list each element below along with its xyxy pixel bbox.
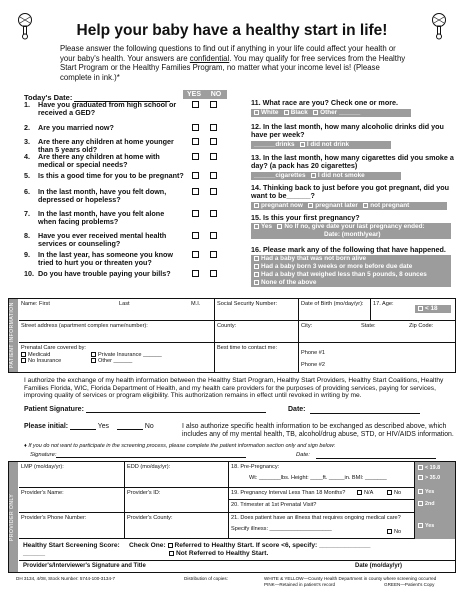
bmi-boxes: < 19.8 > 35.0: [415, 462, 455, 488]
ssn-field[interactable]: Social Security Number:: [215, 299, 299, 321]
q20-second-box: 2nd: [415, 500, 455, 513]
no-checkbox[interactable]: [210, 270, 217, 277]
q19-yes-box: Yes: [415, 488, 455, 500]
yes-checkbox[interactable]: [192, 210, 199, 217]
provider-section: [8, 461, 456, 573]
q14: 14. Thinking back to just before you got pregnant, did you want to be______? pregnant now pregnant later not pregnant: [251, 183, 450, 209]
yes-checkbox[interactable]: [192, 172, 199, 179]
patient-signature-row: Patient Signature: Date:: [24, 406, 454, 413]
q19-no-checkbox[interactable]: [387, 490, 392, 495]
question-text: Do you have trouble paying your bills?: [38, 269, 171, 278]
edd-field[interactable]: EDD (mo/day/yr):: [125, 462, 229, 488]
not-referred-checkbox[interactable]: [169, 551, 174, 556]
yes-checkbox[interactable]: [192, 153, 199, 160]
patient-date-field[interactable]: [310, 406, 420, 414]
no-checkbox[interactable]: [210, 124, 217, 131]
interviewer-signature-row[interactable]: Provider's/Interviewer's Signature and Title Date (mo/day/yr): [19, 560, 455, 572]
street-field[interactable]: Street address (apartment complex name/number):: [19, 321, 215, 343]
question-1: [24, 101, 230, 117]
todays-date-row: Today's Date:: [24, 93, 170, 102]
question-number: 1.: [24, 100, 30, 109]
q19-na-checkbox[interactable]: [357, 490, 362, 495]
question-text: In the last year, has someone you know tried to hurt you or threaten you?: [38, 250, 174, 268]
no-checkbox[interactable]: [210, 232, 217, 239]
q21-no-checkbox[interactable]: [387, 529, 392, 534]
intro-text: Please answer the following questions to find out if anything in your life could affect your health or your baby's health. Your answers are confidential. You may qualify for free services from the Healthy Start Program or the Healthy Families Program, no matter what your income level is! (Please complete in ink.)*: [60, 44, 406, 82]
prepregnancy-field[interactable]: 18. Pre-Pregnancy: Wt: _______lbs. Height: ____ft. _____in. BMI: _______: [229, 462, 415, 488]
question-10: [24, 270, 230, 286]
q11: 11. What race are you? Check one or more. White Black Other ______: [251, 99, 451, 117]
initial-row: Please initial: Yes No I also authorize specific health information to be exchanged as described above, which includes any of my mental health, TB, alcohol/drug abuse, STD, or HIV/AIDS information.: [24, 423, 454, 438]
footer: DH 3134, 4/08, Stock Number: 5744-100-3134-7 Distribution of copies: WHITE & YELLOW—County Health Department in county where screening occurred PINK—Retained in patient's record GREEN—Patient's Copy: [16, 576, 437, 587]
provider-phone-field[interactable]: Provider's Phone Number:: [19, 513, 125, 539]
signature-date-field[interactable]: [316, 452, 436, 459]
q12: 12. In the last month, how many alcoholic drinks did you have per week? ______drinks I did not drink: [251, 122, 444, 148]
provider-county-field[interactable]: Provider's County:: [125, 513, 229, 539]
q21-yes-box: Yes: [415, 513, 455, 539]
q16: 16. Please mark any of the following that have happened. Had a baby that was not born alive Had a baby born 3 weeks or more before due date Had a baby that weighed less than 5 pounds, 8 ounces None of the above: [251, 246, 456, 287]
question-text: Are there any children at home with medical or special needs?: [38, 152, 160, 170]
q20-field[interactable]: 20. Trimester at 1st Prenatal Visit?: [229, 500, 415, 513]
question-number: 6.: [24, 187, 30, 196]
yes-checkbox[interactable]: [192, 270, 199, 277]
yes-no-header: YES NO: [183, 90, 227, 99]
age-field[interactable]: 17. Age: < 18: [371, 299, 455, 321]
yes-checkbox[interactable]: [192, 232, 199, 239]
question-text: In the last month, have you felt down, depressed or hopeless?: [38, 187, 167, 205]
no-checkbox[interactable]: [210, 172, 217, 179]
no-insurance-checkbox[interactable]: [21, 358, 26, 363]
q15: 15. Is this your first pregnancy? Yes No If no, give date your last pregnancy ended: Date: (month/year): [251, 214, 456, 239]
city-state-zip[interactable]: City: State: Zip Code:: [299, 321, 455, 343]
q19-field: 19. Pregnancy Interval Less Than 18 Months? N/A No: [229, 488, 415, 500]
county-field[interactable]: County:: [215, 321, 299, 343]
question-number: 3.: [24, 137, 30, 146]
question-5: [24, 172, 230, 188]
q21-field: 21. Does patient have an illness that requires ongoing medical care? Specify illness: ____________________ No: [229, 513, 415, 539]
referral-check: Check One: Referred to Healthy Start. If score <6, specify: ______________ Not Referred to Healthy Start.: [129, 542, 371, 557]
no-checkbox[interactable]: [210, 101, 217, 108]
question-number: 5.: [24, 171, 30, 180]
private-insurance-checkbox[interactable]: [91, 352, 96, 357]
question-text: Have you ever received mental health services or counseling?: [38, 231, 167, 249]
question-number: 4.: [24, 152, 30, 161]
initial-no-field[interactable]: [117, 429, 143, 430]
best-time-field[interactable]: Best time to contact me:: [215, 343, 299, 372]
referred-checkbox[interactable]: [168, 543, 173, 548]
phone-fields[interactable]: Phone #1 Phone #2: [301, 350, 325, 368]
yes-checkbox[interactable]: [192, 251, 199, 258]
question-text: In the last month, have you felt alone when facing problems?: [38, 209, 165, 227]
name-field[interactable]: Name: First Last M.I.: [19, 299, 215, 321]
lmp-field[interactable]: LMP (mo/day/yr):: [19, 462, 125, 488]
medicaid-checkbox[interactable]: [21, 352, 26, 357]
other-insurance-checkbox[interactable]: [91, 358, 96, 363]
question-4: [24, 153, 230, 169]
hs-score[interactable]: Healthy Start Screening Score: ______: [23, 542, 120, 557]
screening-note: ♦ If you do not want to participate in the screening process, please complete the patient information section only and sign below:: [24, 443, 336, 449]
question-9: [24, 251, 230, 267]
no-checkbox[interactable]: [210, 138, 217, 145]
no-checkbox[interactable]: [210, 210, 217, 217]
patient-signature-field[interactable]: [86, 412, 266, 413]
patient-info-section: [8, 298, 456, 373]
prenatal-coverage: Prenatal Care covered by: Medicaid Private Insurance ______ No Insurance Other ______: [19, 343, 215, 372]
patient-info-side-label: PATIENT INFORMATION: [9, 299, 18, 372]
question-number: 8.: [24, 231, 30, 240]
question-number: 7.: [24, 209, 30, 218]
question-6: [24, 188, 230, 204]
no-checkbox[interactable]: [210, 153, 217, 160]
initial-yes-field[interactable]: [70, 429, 96, 430]
provider-name-field[interactable]: Provider's Name:: [19, 488, 125, 513]
question-number: 10.: [24, 269, 34, 278]
question-text: Are you married now?: [38, 123, 114, 132]
question-number: 2.: [24, 123, 30, 132]
dob-field[interactable]: Date of Birth (mo/day/yr):: [299, 299, 371, 321]
question-number: 9.: [24, 250, 30, 259]
yes-checkbox[interactable]: [192, 188, 199, 195]
signature-field[interactable]: [56, 457, 246, 458]
authorization-text: I authorize the exchange of my health information between the Healthy Start Program, Healthy Start Providers, Healthy Start Coalitions, Healthy Families Florida, WIC, Florida Department of Health, and my health care providers for the purposes of providing services, paying for services, improving quality of services or program eligibility. This authorization remains in effect until revoked in writing by me.: [24, 377, 444, 400]
question-7: [24, 210, 230, 226]
yes-checkbox[interactable]: [192, 124, 199, 131]
provider-side-label: PROVIDER ONLY: [9, 462, 18, 572]
yes-checkbox[interactable]: [192, 101, 199, 108]
provider-id-field[interactable]: Provider's ID:: [125, 488, 229, 513]
q13: 13. In the last month, how many cigarettes did you smoke a day? (a pack has 20 cigarettes) ______cigarettes I did not smoke: [251, 153, 454, 179]
question-8: [24, 232, 230, 248]
question-text: Are there any children at home younger than 5 years old?: [38, 137, 174, 155]
question-text: Have you graduated from high school or received a GED?: [38, 100, 177, 118]
form-title: Help your baby have a healthy start in life!: [76, 22, 388, 39]
signature-row: Signature: Date:: [30, 452, 450, 458]
question-text: Is this a good time for you to be pregnant?: [38, 171, 184, 180]
no-checkbox[interactable]: [210, 188, 217, 195]
yes-checkbox[interactable]: [192, 138, 199, 145]
no-checkbox[interactable]: [210, 251, 217, 258]
